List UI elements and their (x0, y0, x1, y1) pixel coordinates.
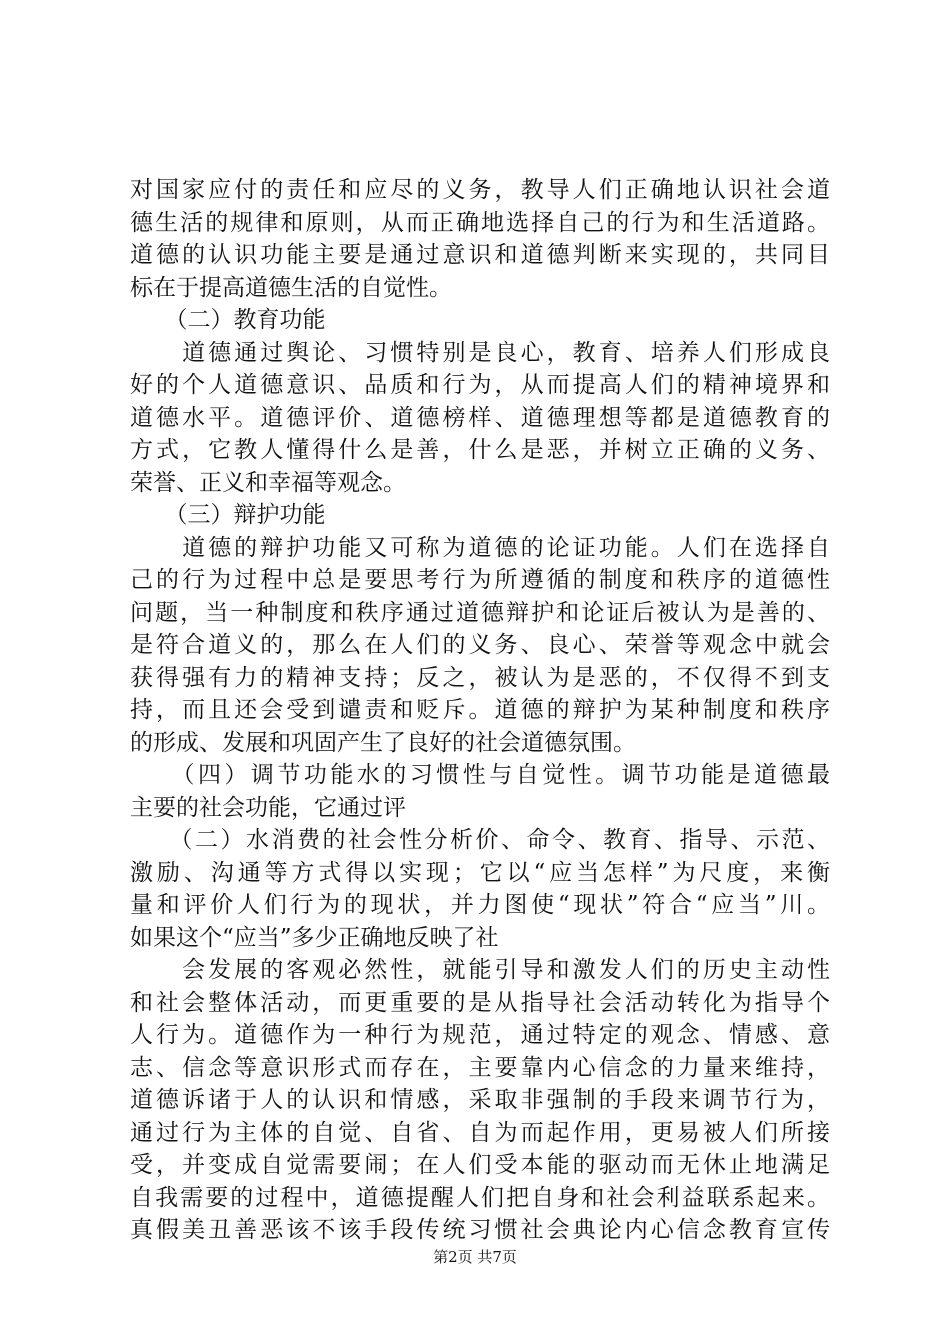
text-line: 真假美丑善恶该不该手段传统习惯社会典论内心信念教育宣传 (130, 1217, 830, 1243)
text-line: 道德的辩护功能又可称为道德的论证功能。人们在选择自 (130, 534, 830, 561)
text-line: 激励、沟通等方式得以实现；它以“应当怎样”为尺度，来衡 (130, 859, 830, 886)
page-footer: 第2页 共7页 (433, 1248, 517, 1266)
text-line: 量和评价人们行为的现状，并力图使“现状”符合“应当”川。 (130, 892, 830, 918)
text-line: 是符合道义的，那么在人们的义务、良心、荣誉等观念中就会 (130, 632, 830, 658)
text-line: 道德的认识功能主要是通过意识和道德判断来实现的，共同目 (130, 242, 830, 268)
text-line: 己的行为过程中总是要思考行为所遵循的制度和秩序的道德性 (130, 567, 830, 593)
text-line: 道德诉诸于人的认识和情感，采取非强制的手段来调节行为， (130, 1087, 830, 1113)
text-line: 好的个人道德意识、品质和行为，从而提高人们的精神境界和 (130, 372, 830, 398)
text-line: 标在于提高道德生活的自觉性。 (130, 274, 452, 301)
text-line: 如果这个“应当”多少正确地反映了社 (130, 924, 499, 951)
text-line: 志、信念等意识形式而存在，主要靠内心信念的力量来维持， (130, 1054, 830, 1081)
text-line: （三）辩护功能 (130, 502, 326, 528)
text-line: 通过行为主体的自觉、自省、自为而起作用，更易被人们所接 (130, 1119, 830, 1146)
text-line: 方式，它教人懂得什么是善，什么是恶，并树立正确的义务、 (130, 437, 830, 463)
text-line: 和社会整体活动，而更重要的是从指导社会活动转化为指导个 (130, 989, 830, 1016)
text-line: 受，并变成自觉需要闹；在人们受本能的驱动而无休止地满足 (130, 1152, 830, 1178)
text-line: 获得强有力的精神支持；反之，被认为是恶的，不仅得不到支 (130, 664, 830, 691)
text-line: 人行为。道德作为一种行为规范，通过特定的观念、情感、意 (130, 1022, 830, 1048)
document-body (130, 174, 830, 1247)
text-line: 对国家应付的责任和应尽的义务，教导人们正确地认识社会道 (130, 177, 830, 203)
text-line: 会发展的客观必然性，就能引导和激发人们的历史主动性 (130, 957, 830, 983)
text-line: 德生活的规律和原则，从而正确地选择自己的行为和生活道路。 (130, 209, 830, 236)
text-line: 主要的社会功能，它通过评 (130, 794, 406, 821)
text-line: 道德水平。道德评价、道德榜样、道德理想等都是道德教育的 (130, 404, 830, 431)
text-line: （二）水消费的社会性分析价、命令、教育、指导、示范、 (130, 827, 830, 853)
text-line: 道德通过舆论、习惯特别是良心，教育、培养人们形成良 (130, 339, 830, 366)
text-line: 荣誉、正义和幸福等观念。 (130, 469, 406, 496)
text-line: （四）调节功能水的习惯性与自觉性。调节功能是道德最 (130, 762, 830, 788)
text-line: 问题，当一种制度和秩序通过道德辩护和论证后被认为是善的、 (130, 599, 830, 626)
text-line: 持，而且还会受到谴责和贬斥。道德的辩护为某种制度和秩序 (130, 697, 830, 723)
text-line: （二）教育功能 (130, 307, 326, 333)
text-line: 自我需要的过程中，道德提醒人们把自身和社会利益联系起来。 (130, 1184, 830, 1211)
text-line: 的形成、发展和巩固产生了良好的社会道德氛围。 (130, 729, 636, 756)
